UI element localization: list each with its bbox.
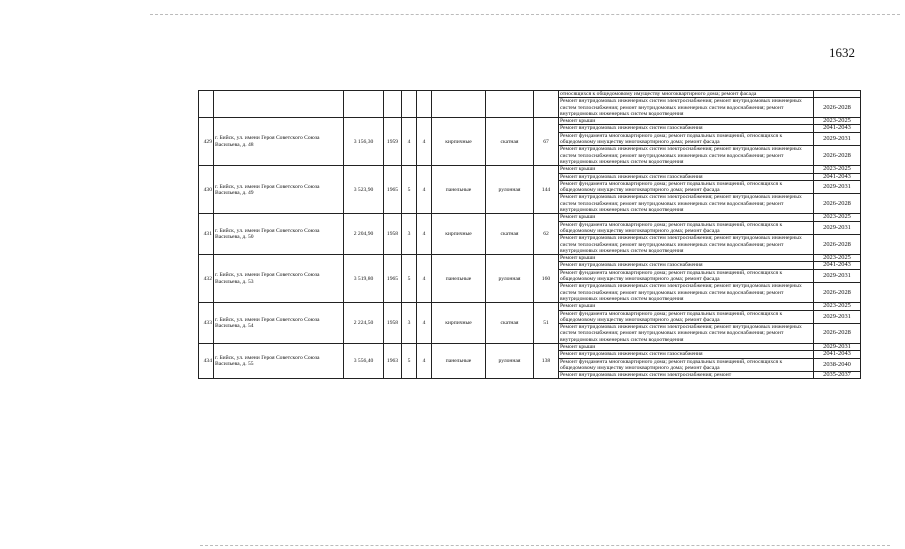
cont-walls-cell xyxy=(432,91,486,118)
page-number: 1632 xyxy=(829,45,855,60)
work-period-cell: 2023-2025 xyxy=(814,214,861,221)
work-type-cell: Ремонт внутридомовых инженерных систем электроснабжения; ремонт xyxy=(559,372,814,379)
cont-address-cell xyxy=(214,91,344,118)
area-cell: 3 556,40 xyxy=(344,343,384,378)
work-period-cell: 2026-2028 xyxy=(814,98,861,118)
year-built-cell: 1959 xyxy=(384,118,402,166)
residents-cell: 62 xyxy=(534,214,559,255)
address-cell: г. Бийск, ул. имени Героя Советского Союза Васильева, д. 53 xyxy=(214,255,344,303)
house-number-cell: 431 xyxy=(199,214,214,255)
work-period-cell: 2041-2043 xyxy=(814,351,861,358)
year-built-cell: 1958 xyxy=(384,303,402,344)
work-type-cell: Ремонт крыши xyxy=(559,166,814,173)
work-type-cell: Ремонт внутридомовых инженерных систем электроснабжения; ремонт внутридомовых инженерных систем теплоснабжения; ремонт внутридомовых инженерных систем водоснабжения; ремонт внутридомовых инженерных систем водоотведения xyxy=(559,98,814,118)
roof-type-cell: рулонная xyxy=(486,255,534,303)
work-period-cell: 2029-2031 xyxy=(814,343,861,350)
work-type-cell: Ремонт крыши xyxy=(559,255,814,262)
work-type-cell: Ремонт фундамента многоквартирного дома; ремонт подвальных помещений, относящихся к общедомовому имуществу многоквартирного дома; ремонт фасада xyxy=(559,358,814,372)
table-row xyxy=(199,343,861,350)
wall-material-cell: кирпичные xyxy=(432,214,486,255)
wall-material-cell: кирпичные xyxy=(432,118,486,166)
house-number-cell: 430 xyxy=(199,166,214,214)
work-type-cell: Ремонт фундамента многоквартирного дома; ремонт подвальных помещений, относящихся к общедомовому имуществу многоквартирного дома; ремонт фасада xyxy=(559,221,814,235)
work-type-cell: Ремонт крыши xyxy=(559,214,814,221)
address-cell: г. Бийск, ул. имени Героя Советского Союза Васильева, д. 55 xyxy=(214,343,344,378)
floors-cell: 3 xyxy=(402,214,417,255)
work-period-cell xyxy=(814,91,861,98)
table-row xyxy=(199,214,861,221)
table-row xyxy=(199,166,861,173)
work-period-cell: 2026-2028 xyxy=(814,235,861,255)
address-cell: г. Бийск, ул. имени Героя Советского Союза Васильева, д. 54 xyxy=(214,303,344,344)
work-type-cell: Ремонт внутридомовых инженерных систем газоснабжения xyxy=(559,262,814,269)
roof-type-cell: рулонная xyxy=(486,166,534,214)
work-period-cell: 2038-2040 xyxy=(814,358,861,372)
housing-repair-register-table xyxy=(198,90,861,379)
floors-cell: 5 xyxy=(402,255,417,303)
work-type-cell: Ремонт фундамента многоквартирного дома; ремонт подвальных помещений, относящихся к общедомовому имуществу многоквартирного дома; ремонт фасада xyxy=(559,269,814,283)
floors-cell: 3 xyxy=(402,303,417,344)
area-cell: 2 204,90 xyxy=(344,214,384,255)
work-period-cell: 2026-2028 xyxy=(814,194,861,214)
entrances-cell: 4 xyxy=(417,214,432,255)
house-number-cell: 429 xyxy=(199,118,214,166)
year-built-cell: 1963 xyxy=(384,343,402,378)
wall-material-cell: панельные xyxy=(432,166,486,214)
work-type-cell: Ремонт внутридомовых инженерных систем электроснабжения; ремонт внутридомовых инженерных систем теплоснабжения; ремонт внутридомовых инженерных систем водоснабжения; ремонт внутридомовых инженерных систем водоотведения xyxy=(559,235,814,255)
cont-area-cell xyxy=(344,91,384,118)
entrances-cell: 4 xyxy=(417,166,432,214)
entrances-cell: 4 xyxy=(417,118,432,166)
residents-cell: 138 xyxy=(534,343,559,378)
wall-material-cell: панельные xyxy=(432,343,486,378)
work-period-cell: 2023-2025 xyxy=(814,303,861,310)
roof-type-cell: рулонная xyxy=(486,343,534,378)
work-type-cell: Ремонт крыши xyxy=(559,118,814,125)
entrances-cell: 4 xyxy=(417,303,432,344)
scan-bottom-edge xyxy=(200,545,890,546)
entrances-cell: 4 xyxy=(417,343,432,378)
year-built-cell: 1965 xyxy=(384,255,402,303)
cont-roof-cell xyxy=(486,91,534,118)
area-cell: 3 156,30 xyxy=(344,118,384,166)
year-built-cell: 1965 xyxy=(384,166,402,214)
work-period-cell: 2041-2043 xyxy=(814,125,861,132)
floors-cell: 4 xyxy=(402,118,417,166)
cont-entrances-cell xyxy=(417,91,432,118)
work-type-cell: Ремонт внутридомовых инженерных систем газоснабжения xyxy=(559,125,814,132)
work-type-cell: Ремонт внутридомовых инженерных систем электроснабжения; ремонт внутридомовых инженерных систем теплоснабжения; ремонт внутридомовых инженерных систем водоснабжения; ремонт внутридомовых инженерных систем водоотведения xyxy=(559,324,814,344)
table-row xyxy=(199,118,861,125)
table-row xyxy=(199,255,861,262)
work-period-cell: 2026-2028 xyxy=(814,324,861,344)
work-type-cell: Ремонт внутридомовых инженерных систем электроснабжения; ремонт внутридомовых инженерных систем теплоснабжения; ремонт внутридомовых инженерных систем водоснабжения; ремонт внутридомовых инженерных систем водоотведения xyxy=(559,194,814,214)
work-period-cell: 2023-2025 xyxy=(814,255,861,262)
year-built-cell: 1958 xyxy=(384,214,402,255)
cont-index-cell xyxy=(199,91,214,118)
house-number-cell: 434 xyxy=(199,343,214,378)
work-period-cell: 2035-2037 xyxy=(814,372,861,379)
wall-material-cell: панельные xyxy=(432,255,486,303)
floors-cell: 5 xyxy=(402,343,417,378)
work-type-cell: Ремонт фундамента многоквартирного дома; ремонт подвальных помещений, относящихся к общедомовому имуществу многоквартирного дома; ремонт фасада xyxy=(559,180,814,194)
roof-type-cell: скатная xyxy=(486,303,534,344)
table-row xyxy=(199,303,861,310)
work-period-cell: 2029-2031 xyxy=(814,269,861,283)
work-period-cell: 2029-2031 xyxy=(814,221,861,235)
work-period-cell: 2026-2028 xyxy=(814,146,861,166)
work-type-cell: Ремонт внутридомовых инженерных систем газоснабжения xyxy=(559,173,814,180)
work-type-cell: относящихся к общедомовому имуществу многоквартирного дома; ремонт фасада xyxy=(559,91,814,98)
work-period-cell: 2041-2043 xyxy=(814,173,861,180)
work-period-cell: 2029-2031 xyxy=(814,180,861,194)
work-period-cell: 2023-2025 xyxy=(814,118,861,125)
roof-type-cell: скатная xyxy=(486,118,534,166)
cont-residents-cell xyxy=(534,91,559,118)
area-cell: 3 523,90 xyxy=(344,166,384,214)
work-type-cell: Ремонт внутридомовых инженерных систем электроснабжения; ремонт внутридомовых инженерных систем теплоснабжения; ремонт внутридомовых инженерных систем водоснабжения; ремонт внутридомовых инженерных систем водоотведения xyxy=(559,283,814,303)
work-period-cell: 2023-2025 xyxy=(814,166,861,173)
work-type-cell: Ремонт внутридомовых инженерных систем газоснабжения xyxy=(559,351,814,358)
residents-cell: 144 xyxy=(534,166,559,214)
work-period-cell: 2041-2043 xyxy=(814,262,861,269)
work-type-cell: Ремонт фундамента многоквартирного дома; ремонт подвальных помещений, относящихся к общедомовому имуществу многоквартирного дома; ремонт фасада xyxy=(559,310,814,324)
wall-material-cell: кирпичные xyxy=(432,303,486,344)
area-cell: 2 224,50 xyxy=(344,303,384,344)
work-type-cell: Ремонт фундамента многоквартирного дома; ремонт подвальных помещений, относящихся к общедомовому имуществу многоквартирного дома; ремонт фасада xyxy=(559,132,814,146)
address-cell: г. Бийск, ул. имени Героя Советского Союза Васильева, д. 49 xyxy=(214,166,344,214)
work-period-cell: 2029-2031 xyxy=(814,132,861,146)
work-period-cell: 2026-2028 xyxy=(814,283,861,303)
cont-year-cell xyxy=(384,91,402,118)
table-row xyxy=(199,91,861,98)
house-number-cell: 433 xyxy=(199,303,214,344)
residents-cell: 160 xyxy=(534,255,559,303)
work-type-cell: Ремонт крыши xyxy=(559,303,814,310)
work-period-cell: 2029-2031 xyxy=(814,310,861,324)
work-type-cell: Ремонт крыши xyxy=(559,343,814,350)
residents-cell: 51 xyxy=(534,303,559,344)
floors-cell: 5 xyxy=(402,166,417,214)
roof-type-cell: скатная xyxy=(486,214,534,255)
address-cell: г. Бийск, ул. имени Героя Советского Союза Васильева, д. 48 xyxy=(214,118,344,166)
cont-floors-cell xyxy=(402,91,417,118)
address-cell: г. Бийск, ул. имени Героя Советского Союза Васильева, д. 50 xyxy=(214,214,344,255)
entrances-cell: 4 xyxy=(417,255,432,303)
area-cell: 3 519,80 xyxy=(344,255,384,303)
work-type-cell: Ремонт внутридомовых инженерных систем электроснабжения; ремонт внутридомовых инженерных систем теплоснабжения; ремонт внутридомовых инженерных систем водоснабжения; ремонт внутридомовых инженерных систем водоотведения xyxy=(559,146,814,166)
scan-top-edge xyxy=(150,14,900,15)
residents-cell: 67 xyxy=(534,118,559,166)
house-number-cell: 432 xyxy=(199,255,214,303)
